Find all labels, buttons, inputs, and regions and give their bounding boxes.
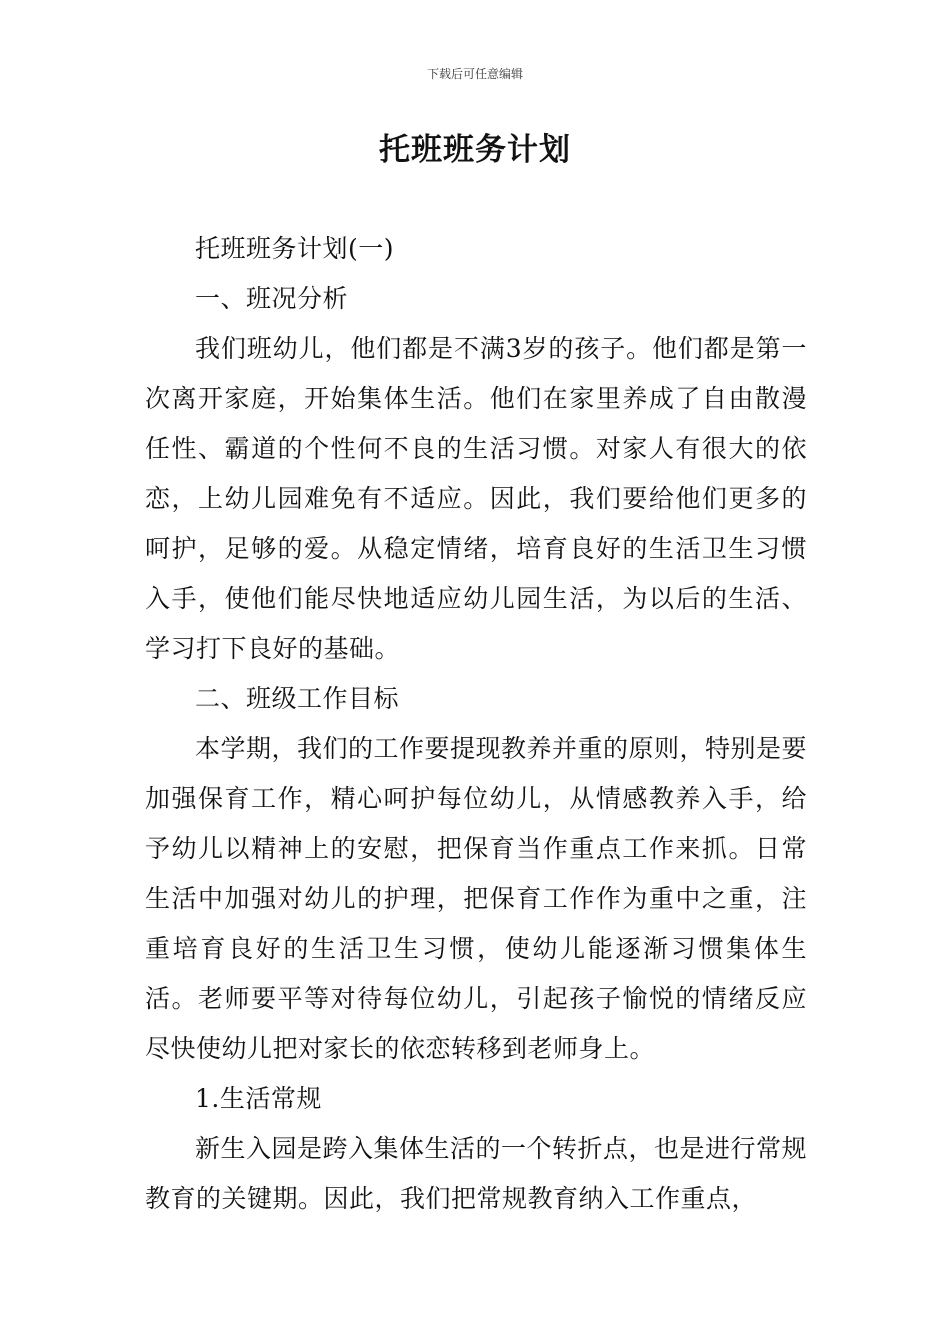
document-title: 托班班务计划 [379,132,571,168]
paragraph-daily-routine: 新生入园是跨入集体生活的一个转折点，也是进行常规教育的关键期。因此，我们把常规教育纳入工作重点， [145,1134,808,1213]
section-heading-plan-one: 托班班务计划(一) [195,234,395,263]
paragraph-class-goals: 本学期，我们的工作要提现教养并重的原则，特别是要加强保育工作，精心呵护每位幼儿，从情感教养入手，给予幼儿以精神上的安慰，把保育当作重点工作来抓。日常生活中加强对幼儿的护理，把保育工作作为重中之重，注重培育良好的生活卫生习惯，使幼儿能逐渐习惯集体生活。老师要平等对待每位幼儿，引起孩子愉悦的情绪反应尽快使幼儿把对家长的依恋转移到老师身上。 [145,734,808,1063]
page-header-note: 下载后可任意编辑 [426,67,523,81]
section-heading-class-analysis: 一、班况分析 [195,284,349,313]
paragraph-class-analysis: 我们班幼儿，他们都是不满3岁的孩子。他们都是第一次离开家庭，开始集体生活。他们在家里养成了自由散漫任性、霸道的个性何不良的生活习惯。对家人有很大的依恋，上幼儿园难免有不适应。因此，我们要给他们更多的呵护，足够的爱。从稳定情绪，培育良好的生活卫生习惯入手，使他们能尽快地适应幼儿园生活，为以后的生活、学习打下良好的基础。 [145,334,807,663]
document-body [145,224,807,1224]
subheading-daily-routine: 1.生活常规 [195,1084,322,1113]
section-heading-class-goals: 二、班级工作目标 [195,684,400,713]
